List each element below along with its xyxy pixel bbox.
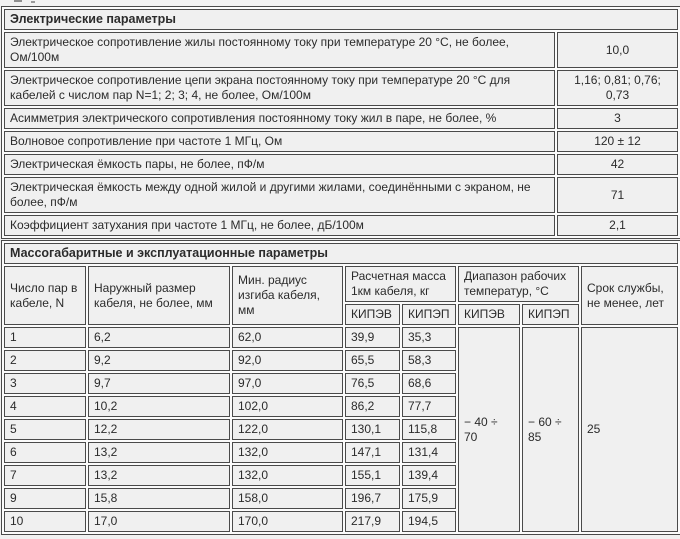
header-pairs-count: Число пар в кабеле, N — [4, 266, 86, 325]
physical-params-table — [1, 240, 680, 535]
mass-kipev-cell: 130,1 — [345, 419, 400, 440]
pairs-count-cell: 1 — [4, 327, 86, 348]
electrical-section-title: Электрические параметры — [4, 9, 678, 30]
bend-radius-cell: 97,0 — [232, 373, 343, 394]
bend-radius-cell: 122,0 — [232, 419, 343, 440]
column-header-row — [4, 266, 678, 302]
parameter-name-cell: Электрическое сопротивление жилы постоянному току при температуре 20 °С, не более, Ом/100м — [4, 32, 555, 68]
table-row — [4, 32, 678, 68]
outer-size-cell: 9,7 — [88, 373, 230, 394]
outer-size-cell: 13,2 — [88, 465, 230, 486]
header-service-life: Срок службы, не менее, лет — [581, 266, 678, 325]
parameter-value-cell: 42 — [557, 154, 678, 175]
parameter-name-cell: Электрическая ёмкость пары, не более, пФ/м — [4, 154, 555, 175]
table-row — [4, 327, 678, 348]
mass-kipev-cell: 147,1 — [345, 442, 400, 463]
pairs-count-cell: 5 — [4, 419, 86, 440]
bend-radius-cell: 132,0 — [232, 465, 343, 486]
table-row — [4, 215, 678, 236]
subheader-mass-kipep: КИПЭП — [402, 304, 456, 325]
header-calculated-mass: Расчетная масса 1км кабеля, кг — [345, 266, 456, 302]
parameter-value-cell: 71 — [557, 177, 678, 213]
electrical-params-table — [1, 6, 680, 239]
parameter-name-cell: Электрическое сопротивление цепи экрана постоянному току при температуре 20 °С для кабелей с числом пар N=1; 2; 3; 4, не более, Ом/100м — [4, 70, 555, 106]
electrical-rows — [4, 32, 678, 236]
header-temp-range: Диапазон рабочих температур, °С — [458, 266, 579, 302]
parameter-name-cell: Электрическая ёмкость между одной жилой и другими жилами, соединёнными с экраном, не более, пФ/м — [4, 177, 555, 213]
service-life-cell: 25 — [581, 327, 678, 532]
subheader-mass-kipev: КИПЭВ — [345, 304, 400, 325]
parameter-value-cell: 1,16; 0,81; 0,76; 0,73 — [557, 70, 678, 106]
mass-kipep-cell: 35,3 — [402, 327, 456, 348]
parameter-name-cell: Волновое сопротивление при частоте 1 МГц, Ом — [4, 131, 555, 152]
mass-kipev-cell: 155,1 — [345, 465, 400, 486]
pairs-count-cell: 9 — [4, 488, 86, 509]
mass-kipev-cell: 65,5 — [345, 350, 400, 371]
mass-kipev-cell: 76,5 — [345, 373, 400, 394]
parameter-value-cell: 120 ± 12 — [557, 131, 678, 152]
outer-size-cell: 17,0 — [88, 511, 230, 532]
outer-size-cell: 12,2 — [88, 419, 230, 440]
mass-kipep-cell: 77,7 — [402, 396, 456, 417]
mass-kipev-cell: 217,9 — [345, 511, 400, 532]
header-outer-size: Наружный размер кабеля, не более, мм — [88, 266, 230, 325]
pairs-count-cell: 2 — [4, 350, 86, 371]
parameter-value-cell: 3 — [557, 108, 678, 129]
section-header-row — [4, 243, 678, 264]
table-row — [4, 131, 678, 152]
bend-radius-cell: 102,0 — [232, 396, 343, 417]
mass-kipep-cell: 175,9 — [402, 488, 456, 509]
physical-rows — [4, 327, 678, 532]
parameter-name-cell: Асимметрия электрического сопротивления постоянному току жил в паре, не более, % — [4, 108, 555, 129]
mass-kipep-cell: 68,6 — [402, 373, 456, 394]
outer-size-cell: 13,2 — [88, 442, 230, 463]
parameter-value-cell: 10,0 — [557, 32, 678, 68]
cutoff-text-artifact — [31, 1, 35, 3]
bend-radius-cell: 62,0 — [232, 327, 343, 348]
mass-kipep-cell: 131,4 — [402, 442, 456, 463]
mass-kipep-cell: 194,5 — [402, 511, 456, 532]
table-row — [4, 108, 678, 129]
mass-kipep-cell: 139,4 — [402, 465, 456, 486]
subheader-temp-kipep: КИПЭП — [522, 304, 579, 325]
bend-radius-cell: 92,0 — [232, 350, 343, 371]
pairs-count-cell: 7 — [4, 465, 86, 486]
pairs-count-cell: 4 — [4, 396, 86, 417]
outer-size-cell: 9,2 — [88, 350, 230, 371]
pairs-count-cell: 3 — [4, 373, 86, 394]
temp-range-kipev-cell: − 40 ÷ 70 — [458, 327, 520, 532]
mass-kipev-cell: 86,2 — [345, 396, 400, 417]
mass-kipep-cell: 115,8 — [402, 419, 456, 440]
bend-radius-cell: 158,0 — [232, 488, 343, 509]
cutoff-text-artifact — [14, 0, 22, 2]
outer-size-cell: 15,8 — [88, 488, 230, 509]
physical-section-title: Массогабаритные и эксплуатационные параметры — [4, 243, 678, 264]
bend-radius-cell: 170,0 — [232, 511, 343, 532]
table-row — [4, 154, 678, 175]
mass-kipev-cell: 196,7 — [345, 488, 400, 509]
subheader-temp-kipev: КИПЭВ — [458, 304, 520, 325]
mass-kipev-cell: 39,9 — [345, 327, 400, 348]
temp-range-kipep-cell: − 60 ÷ 85 — [522, 327, 579, 532]
parameter-name-cell: Коэффициент затухания при частоте 1 МГц, не более, дБ/100м — [4, 215, 555, 236]
pairs-count-cell: 10 — [4, 511, 86, 532]
outer-size-cell: 6,2 — [88, 327, 230, 348]
parameter-value-cell: 2,1 — [557, 215, 678, 236]
header-bend-radius: Мин. радиус изгиба кабеля, мм — [232, 266, 343, 325]
table-row — [4, 70, 678, 106]
pairs-count-cell: 6 — [4, 442, 86, 463]
section-header-row — [4, 9, 678, 30]
bend-radius-cell: 132,0 — [232, 442, 343, 463]
mass-kipep-cell: 58,3 — [402, 350, 456, 371]
outer-size-cell: 10,2 — [88, 396, 230, 417]
table-row — [4, 177, 678, 213]
